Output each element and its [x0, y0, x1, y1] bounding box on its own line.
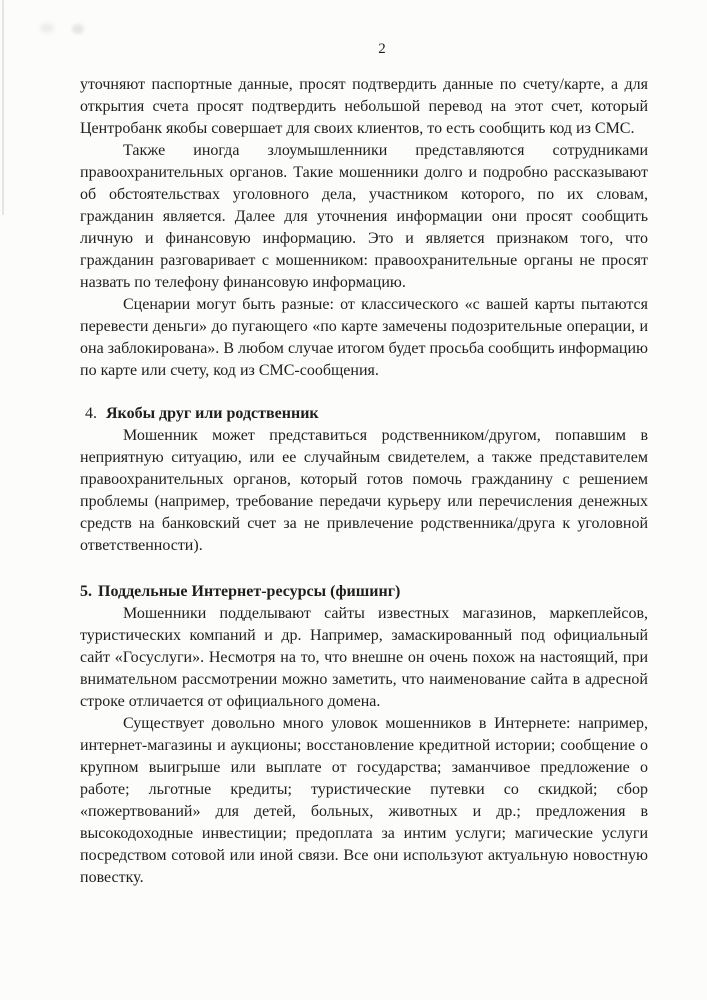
paragraph-police-impersonation: Также иногда злоумышленники представляются сотрудниками правоохранительных органов. Такие мошенники долго и подробно рассказывают об обстоятельствах уголовного дела, участником которого, по их словам, гражданин является. Далее для уточнения информации они просят сообщить личную и финансовую информацию. Это и является признаком того, что гражданин разговаривает с мошенником: правоохранительные органы не просят назвать по телефону финансовую информацию.	[80, 142, 648, 291]
document-body	[80, 74, 648, 889]
paragraph-internet-tricks: Существует довольно много уловок мошенников в Интернете: например, интернет-магазины и аукционы; восстановление кредитной истории; сообщение о крупном выигрыше или выплате от государства; заманчивое предложение о работе; льготные кредиты; туристические путевки со скидкой; сбор «пожертвований» для детей, больных, животных и др.; предложения в высокодоходные инвестиции; предоплата за интим услуги; магические услуги посредством сотовой или иной связи. Все они используют актуальную новостную повестку.	[80, 715, 648, 886]
paragraph-intro-continuation: уточняют паспортные данные, просят подтвердить данные по счету/карте, а для открытия счета просят подтвердить небольшой перевод на этот счет, который Центробанк якобы совершает для своих клиентов, то есть сообщить код из СМС.	[80, 76, 648, 137]
scan-artifact-smudge	[72, 24, 84, 34]
paragraph-fake-relative: Мошенник может представиться родственником/другом, попавшим в неприятную ситуацию, или ее случайным свидетелем, а также представителем правоохранительных органов, который готов помочь гражданину с решением проблемы (например, требование передачи курьеру или перечисления денежных средств на банковский счет за не привлечение родственника/друга к уголовной ответственности).	[80, 427, 648, 554]
section-heading-4-number: 4.	[85, 405, 97, 422]
scan-artifact-edge-line	[2, 0, 4, 215]
section-heading-4-label: Якобы друг или родственник	[106, 405, 319, 422]
page-number: 2	[378, 41, 386, 57]
section-heading-5	[80, 581, 648, 603]
paragraph-phishing-sites: Мошенники подделывают сайты известных магазинов, маркеплейсов, туристических компаний и др. Например, замаскированный под официальный сайт «Госуслуги». Несмотря на то, что внешне он очень похож на настоящий, при внимательном рассмотрении можно заметить, что наименование сайта в адресной строке отличается от официального домена.	[80, 605, 648, 710]
section-heading-4	[80, 403, 648, 425]
scan-artifact-smudge	[40, 23, 54, 33]
paragraph-scenarios: Сценарии могут быть разные: от классического «с вашей карты пытаются перевести деньги» до пугающего «по карте замечены подозрительные операции, и она заблокирована». В любом случае итогом будет просьба сообщить информацию по карте или счету, код из СМС-сообщения.	[80, 296, 648, 379]
section-heading-5-number: 5.	[80, 583, 92, 600]
section-heading-5-label: Поддельные Интернет-ресурсы (фишинг)	[98, 583, 401, 600]
